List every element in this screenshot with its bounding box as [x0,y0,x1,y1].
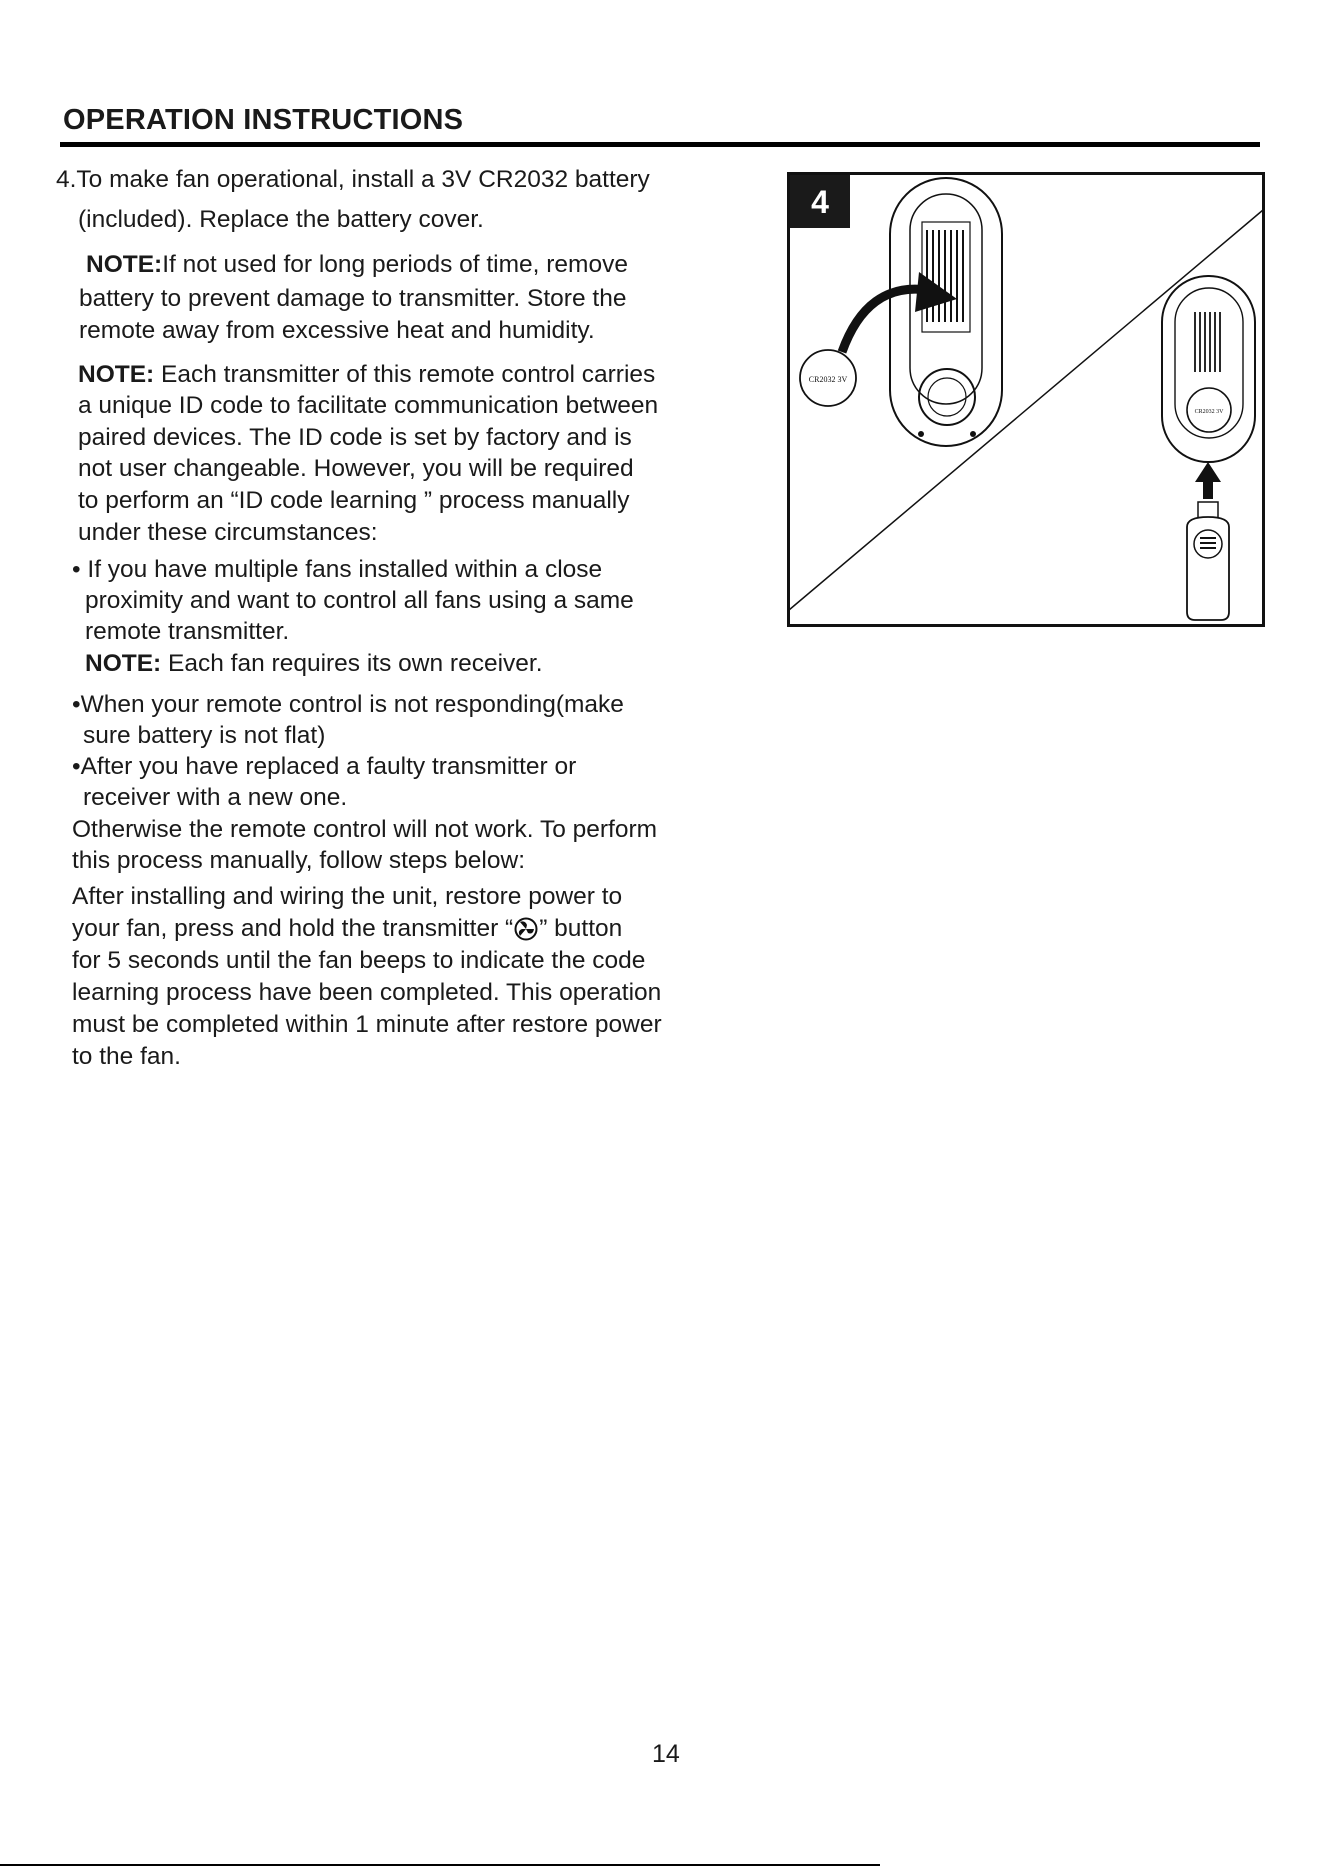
bullet-1-line-1: • If you have multiple fans installed within a close [72,556,603,583]
note-2-line-5: to perform an “ID code learning ” process manually [78,487,630,514]
bullet-3-line-2: receiver with a new one. [83,784,348,811]
step-4-line-2: (included). Replace the battery cover. [78,206,484,233]
battery-coin-icon [800,350,856,406]
page-number: 14 [652,1740,680,1768]
note-1-line-3: remote away from excessive heat and humidity. [79,317,595,344]
figure-drawing [787,172,1265,627]
battery-install-figure [787,172,1265,627]
fan-button-icon [513,917,539,941]
svg-text:CR2032 3V: CR2032 3V [1194,409,1224,415]
para-2-line-3: for 5 seconds until the fan beeps to indicate the code [72,947,646,974]
page-title: OPERATION INSTRUCTIONS [63,104,464,136]
para-2-line-4: learning process have been completed. This operation [72,979,662,1006]
note-label: NOTE: [86,251,163,278]
para-2-line-2: your fan, press and hold the transmitter “ ” button [72,915,623,942]
remote-back-icon [890,178,1002,446]
title-rule [60,142,1260,147]
note-2-line-1: NOTE: Each transmitter of this remote control carries [78,361,656,388]
step-4-line-1: 4.To make fan operational, install a 3V CR2032 battery [56,166,650,193]
bullet-1-note: NOTE: Each fan requires its own receiver. [85,650,543,677]
note-2-line-4: not user changeable. However, you will be required [78,455,634,482]
bullet-1-line-3: remote transmitter. [85,618,290,645]
note-label: NOTE: [78,361,155,388]
para-1-line-1: Otherwise the remote control will not work. To perform [72,816,658,843]
remote-right-icon [1162,276,1255,462]
svg-text:CR2032 3V: CR2032 3V [808,375,848,384]
footer-rule [0,1864,880,1866]
bullet-3-line-1: •After you have replaced a faulty transmitter or [72,753,577,780]
note-label: NOTE: [85,650,162,677]
note-2-line-6: under these circumstances: [78,519,378,546]
step-badge-text: 4 [811,184,829,220]
para-1-line-2: this process manually, follow steps below: [72,847,525,874]
para-2-line-6: to the fan. [72,1043,181,1070]
para-2-line-1: After installing and wiring the unit, restore power to [72,883,623,910]
note-1-line-2: battery to prevent damage to transmitter. Store the [79,285,627,312]
note-2-line-3: paired devices. The ID code is set by factory and is [78,424,632,451]
receiver-icon [1187,502,1229,620]
bullet-2-line-1: •When your remote control is not responding(make [72,691,624,718]
note-1-line-1: NOTE:If not used for long periods of time, remove [86,251,628,278]
bullet-1-line-2: proximity and want to control all fans using a same [85,587,634,614]
bullet-2-line-2: sure battery is not flat) [83,722,326,749]
para-2-line-5: must be completed within 1 minute after restore power [72,1011,662,1038]
note-2-line-2: a unique ID code to facilitate communication between [78,392,659,419]
